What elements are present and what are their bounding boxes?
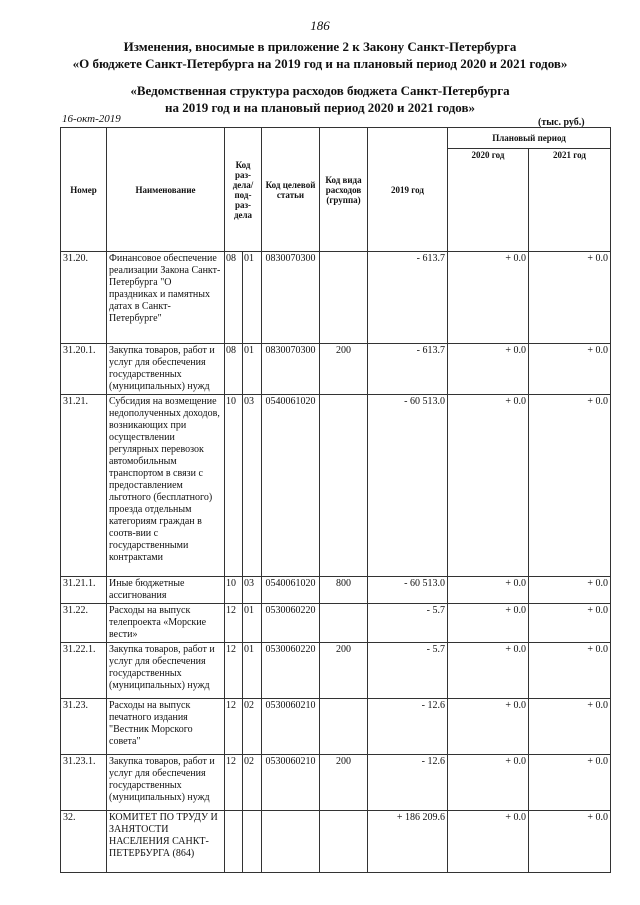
budget-table xyxy=(60,127,611,873)
row-target-code: 0530060210 xyxy=(262,755,320,811)
row-kind-code: 200 xyxy=(320,755,368,811)
table-row xyxy=(61,755,611,811)
row-value-2020: + 0.0 xyxy=(448,252,529,344)
row-name: Закупка товаров, работ и услуг для обеспечения государственных (муниципальных) нужд xyxy=(107,344,225,395)
row-value-2020: + 0.0 xyxy=(448,699,529,755)
row-value-2019: - 12.6 xyxy=(368,699,448,755)
table-row xyxy=(61,604,611,643)
table-row xyxy=(61,699,611,755)
header-planned: Плановый период xyxy=(448,128,611,149)
table-row xyxy=(61,811,611,873)
row-value-2021: + 0.0 xyxy=(529,395,611,577)
row-subsection xyxy=(243,811,262,873)
row-section: 08 xyxy=(225,344,243,395)
row-section: 08 xyxy=(225,252,243,344)
row-value-2021: + 0.0 xyxy=(529,811,611,873)
row-value-2021: + 0.0 xyxy=(529,604,611,643)
table-body xyxy=(61,252,611,873)
row-kind-code xyxy=(320,395,368,577)
row-number: 32. xyxy=(61,811,107,873)
row-number: 31.23.1. xyxy=(61,755,107,811)
header-kind: Код вида расходов (группа) xyxy=(320,128,368,252)
row-value-2019: - 613.7 xyxy=(368,252,448,344)
row-name: КОМИТЕТ ПО ТРУДУ И ЗАНЯТОСТИ НАСЕЛЕНИЯ САНКТ-ПЕТЕРБУРГА (864) xyxy=(107,811,225,873)
row-name: Закупка товаров, работ и услуг для обеспечения государственных (муниципальных) нужд xyxy=(107,643,225,699)
row-value-2020: + 0.0 xyxy=(448,344,529,395)
row-number: 31.20.1. xyxy=(61,344,107,395)
row-value-2020: + 0.0 xyxy=(448,604,529,643)
table-row xyxy=(61,577,611,604)
header-name: Наименование xyxy=(107,128,225,252)
row-name: Финансовое обеспечение реализации Закона Санкт-Петербурга "О праздниках и памятных датах в Санкт-Петербурге" xyxy=(107,252,225,344)
row-number: 31.20. xyxy=(61,252,107,344)
row-number: 31.23. xyxy=(61,699,107,755)
row-target-code: 0540061020 xyxy=(262,395,320,577)
row-value-2021: + 0.0 xyxy=(529,577,611,604)
row-subsection: 01 xyxy=(243,252,262,344)
row-value-2019: - 60 513.0 xyxy=(368,577,448,604)
header-2020: 2020 год xyxy=(448,149,529,252)
row-target-code: 0830070300 xyxy=(262,252,320,344)
document-title xyxy=(0,38,640,72)
header-2021: 2021 год xyxy=(529,149,611,252)
row-section: 10 xyxy=(225,395,243,577)
row-number: 31.21. xyxy=(61,395,107,577)
table-row xyxy=(61,252,611,344)
row-target-code: 0530060220 xyxy=(262,643,320,699)
row-target-code: 0540061020 xyxy=(262,577,320,604)
row-number: 31.22.1. xyxy=(61,643,107,699)
row-kind-code xyxy=(320,699,368,755)
row-subsection: 01 xyxy=(243,344,262,395)
document-date: 16-окт-2019 xyxy=(62,113,121,125)
row-subsection: 01 xyxy=(243,604,262,643)
row-kind-code xyxy=(320,252,368,344)
row-name: Иные бюджетные ассигнования xyxy=(107,577,225,604)
document-subtitle xyxy=(0,82,640,116)
row-value-2021: + 0.0 xyxy=(529,755,611,811)
row-section: 12 xyxy=(225,699,243,755)
row-subsection: 02 xyxy=(243,699,262,755)
row-value-2020: + 0.0 xyxy=(448,755,529,811)
header-target: Код целевой статьи xyxy=(262,128,320,252)
row-kind-code xyxy=(320,604,368,643)
row-value-2021: + 0.0 xyxy=(529,699,611,755)
row-target-code: 0830070300 xyxy=(262,344,320,395)
header-2019: 2019 год xyxy=(368,128,448,252)
row-value-2020: + 0.0 xyxy=(448,577,529,604)
row-name: Закупка товаров, работ и услуг для обеспечения государственных (муниципальных) нужд xyxy=(107,755,225,811)
row-number: 31.21.1. xyxy=(61,577,107,604)
units-label: (тыс. руб.) xyxy=(538,117,585,128)
table-row xyxy=(61,344,611,395)
row-value-2020: + 0.0 xyxy=(448,811,529,873)
row-value-2020: + 0.0 xyxy=(448,395,529,577)
row-name: Расходы на выпуск печатного издания "Вестник Морского совета" xyxy=(107,699,225,755)
row-number: 31.22. xyxy=(61,604,107,643)
header-section: Код раз- дела/ под- раз- дела xyxy=(225,128,262,252)
table-row xyxy=(61,395,611,577)
row-value-2019: - 5.7 xyxy=(368,643,448,699)
table-row xyxy=(61,643,611,699)
row-kind-code: 200 xyxy=(320,643,368,699)
subtitle-line-2: на 2019 год и на плановый период 2020 и 2021 годов» xyxy=(164,100,475,115)
row-subsection: 03 xyxy=(243,577,262,604)
row-value-2019: - 613.7 xyxy=(368,344,448,395)
title-line-1: Изменения, вносимые в приложение 2 к Закону Санкт-Петербурга xyxy=(123,39,517,54)
row-section: 12 xyxy=(225,643,243,699)
row-section: 12 xyxy=(225,755,243,811)
subtitle-line-1: «Ведомственная структура расходов бюджета Санкт-Петербурга xyxy=(130,83,510,98)
row-value-2019: - 5.7 xyxy=(368,604,448,643)
row-subsection: 03 xyxy=(243,395,262,577)
row-value-2021: + 0.0 xyxy=(529,252,611,344)
row-value-2019: - 12.6 xyxy=(368,755,448,811)
row-subsection: 01 xyxy=(243,643,262,699)
row-name: Расходы на выпуск телепроекта «Морские вести» xyxy=(107,604,225,643)
row-name: Субсидия на возмещение недополученных доходов, возникающих при осуществлении регулярных перевозок автомобильным транспортом в связи с предоставлением льготного (бесплатного) проезда отдельным категориям граждан в соотв-вии с государственными контрактами xyxy=(107,395,225,577)
row-value-2020: + 0.0 xyxy=(448,643,529,699)
row-target-code xyxy=(262,811,320,873)
row-kind-code xyxy=(320,811,368,873)
page-number: 186 xyxy=(310,18,330,33)
row-target-code: 0530060210 xyxy=(262,699,320,755)
row-value-2019: + 186 209.6 xyxy=(368,811,448,873)
row-section: 12 xyxy=(225,604,243,643)
row-section xyxy=(225,811,243,873)
row-target-code: 0530060220 xyxy=(262,604,320,643)
row-section: 10 xyxy=(225,577,243,604)
row-value-2021: + 0.0 xyxy=(529,344,611,395)
row-kind-code: 800 xyxy=(320,577,368,604)
row-value-2021: + 0.0 xyxy=(529,643,611,699)
row-value-2019: - 60 513.0 xyxy=(368,395,448,577)
title-line-2: «О бюджете Санкт-Петербурга на 2019 год и на плановый период 2020 и 2021 годов» xyxy=(72,56,568,71)
row-kind-code: 200 xyxy=(320,344,368,395)
row-subsection: 02 xyxy=(243,755,262,811)
header-number: Номер xyxy=(61,128,107,252)
